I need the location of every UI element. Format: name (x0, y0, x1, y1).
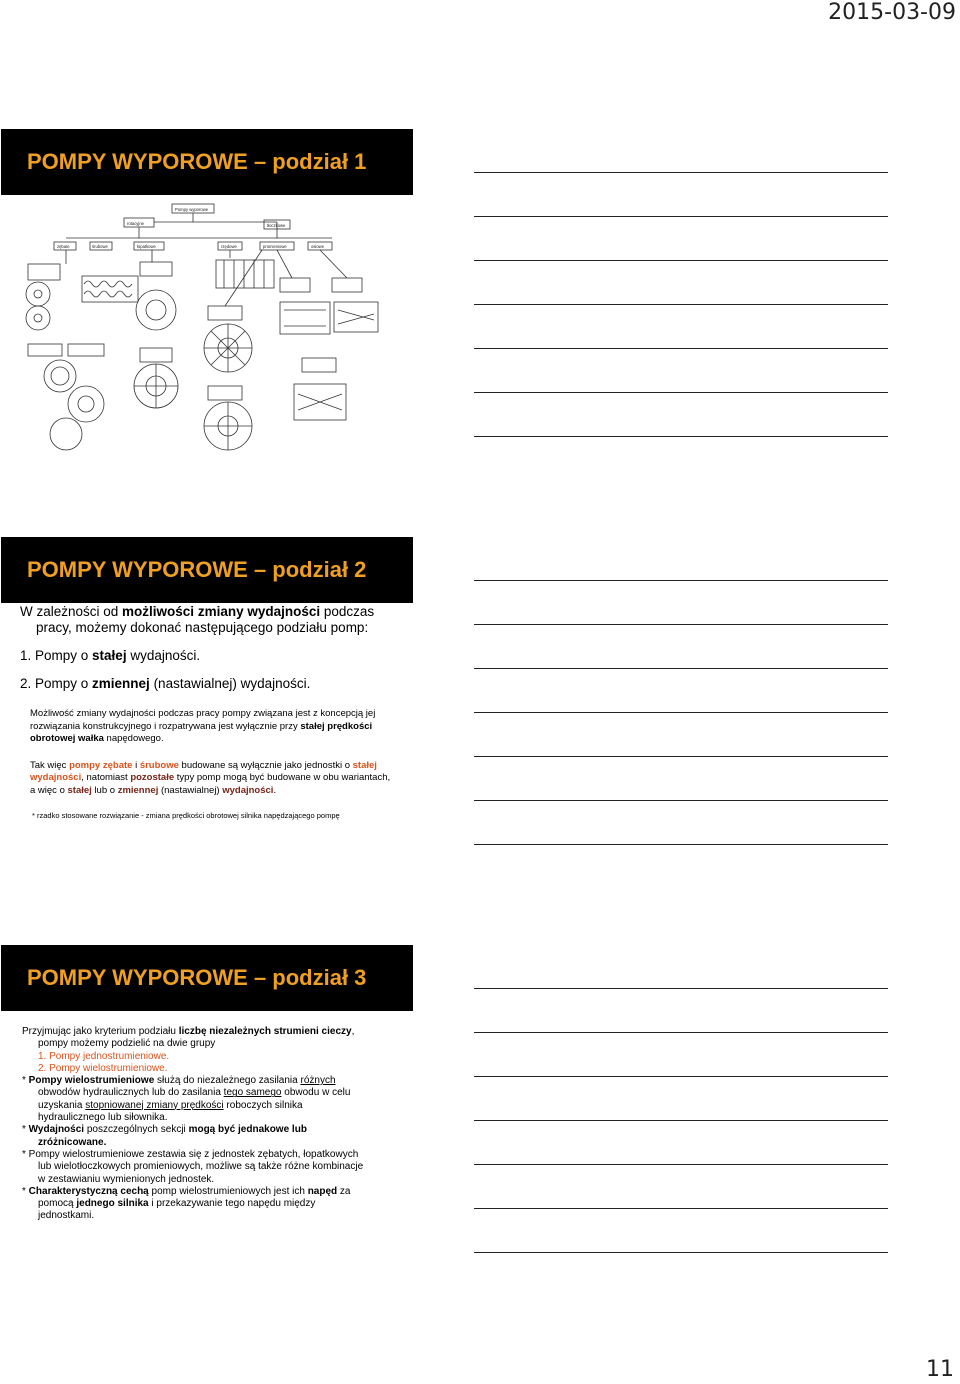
s3-l9b: Wydajności (28, 1124, 85, 1136)
s3-l7c: roboczych silnika (223, 1099, 303, 1111)
s3-line-9 (22, 1124, 382, 1136)
diagram-gear-label: zębate (57, 244, 70, 249)
s3-l14d: napęd (307, 1185, 338, 1197)
para-2-k: lub o (91, 784, 118, 796)
slide-1-header (1, 129, 413, 195)
para-2-e: budowane są wyłącznie jako jednostki o (178, 759, 353, 771)
s3-l1a: Przyjmując jako kryterium podziału (22, 1026, 179, 1037)
s3-l1b: liczbę niezależnych strumieni cieczy (178, 1026, 352, 1037)
slide-3-body (22, 1026, 382, 1223)
s3-l14e: za (337, 1185, 351, 1197)
note-line (474, 844, 888, 845)
s3-line-2: pompy możemy podzielić na dwie grupy (38, 1038, 216, 1050)
note-line (474, 1032, 888, 1033)
note-line (474, 1076, 888, 1077)
s3-l6b: tego samego (223, 1087, 282, 1099)
s3-line-13: w zestawianiu wymienionych jednostek. (38, 1173, 215, 1185)
para-2-f: stałej wydajności (30, 759, 377, 783)
page-number: 11 (926, 1357, 954, 1382)
diagram-vane-label: łopatkowe (137, 244, 156, 249)
s3-line-16: jednostkami. (38, 1210, 95, 1222)
para-1-a: Możliwość zmiany wydajności podczas pracy pompy związana jest z koncepcją jej rozwiązania konstrukcyjnego i rozpatrywana jest wyłącznie przy (30, 708, 376, 732)
slide-1 (1, 129, 413, 195)
slide-3 (1, 945, 413, 1011)
intro-bold: możliwości zmiany wydajności (122, 604, 321, 619)
note-line (474, 668, 888, 669)
s3-line-6 (22, 1087, 382, 1099)
item-1-a: 1. Pompy o (20, 648, 93, 663)
s3-l15c: i przekazywanie tego napędu między (148, 1198, 316, 1210)
s3-l15b: jednego silnika (76, 1198, 149, 1210)
para-2-a: Tak więc (30, 759, 70, 771)
s3-line-5 (22, 1075, 382, 1087)
s3-l14c: pomp wielostrumieniowych jest ich (148, 1185, 308, 1197)
note-line (474, 216, 888, 217)
note-line (474, 172, 888, 173)
item-2-a: 2. Pompy o (20, 676, 93, 691)
note-line (474, 988, 888, 989)
note-line (474, 436, 888, 437)
pump-classification-diagram (22, 198, 392, 460)
note-line (474, 800, 888, 801)
intro-text-1: W zależności od (20, 604, 123, 619)
s3-l6a: obwodów hydraulicznych lub do zasilania (38, 1087, 224, 1099)
s3-line-7 (22, 1100, 382, 1112)
s3-l7b: stopniowanej zmiany prędkości (85, 1099, 224, 1111)
note-line (474, 624, 888, 625)
diagram-piston-label: tłoczkowe (267, 223, 286, 228)
slide-2 (1, 537, 413, 603)
para-2-d: śrubowe (139, 759, 179, 771)
note-line (474, 1120, 888, 1121)
intro-text-2: podczas (320, 604, 375, 619)
s3-l7a: uzyskania (38, 1099, 86, 1111)
s3-l5d: różnych (300, 1075, 336, 1087)
note-line (474, 348, 888, 349)
item-1-c: wydajności. (126, 648, 201, 663)
page-date: 2015-03-09 (828, 0, 956, 25)
para-2-b: pompy zębate (69, 759, 133, 771)
diagram-radial-label: promieniowe (263, 244, 287, 249)
s3-line-10: zróżnicowane. (38, 1136, 107, 1148)
s3-l14b: Charakterystyczną cechą (28, 1185, 149, 1197)
note-line (474, 304, 888, 305)
note-line (474, 580, 888, 581)
s3-l5b: Pompy wielostrumieniowe (28, 1075, 155, 1087)
note-line (474, 1164, 888, 1165)
s3-line-1 (22, 1026, 382, 1038)
s3-l9d: mogą być jednakowe lub (188, 1124, 307, 1136)
slide-3-title: POMPY WYPOROWE – podział 3 (27, 965, 367, 990)
s3-l5c: służą do niezależnego zasilania (154, 1075, 301, 1087)
s3-line-15 (22, 1198, 382, 1210)
para-2-i: typy pomp mogą być budowane w obu wariantach, a więc o (30, 772, 391, 796)
s3-l1c: , (351, 1026, 355, 1037)
para-2-m: (nastawialnej) (158, 784, 223, 796)
slide-2-para-2 (30, 760, 392, 798)
para-2-l: zmiennej (117, 784, 159, 796)
slide-2-para-1 (30, 708, 392, 746)
note-line (474, 712, 888, 713)
diagram-axial-label: osiowe (311, 244, 325, 249)
item-1-b: stałej (92, 648, 127, 663)
para-2-g: , natomiast (81, 772, 131, 783)
s3-l6c: obwodu w celu (281, 1087, 351, 1099)
s3-line-11: * Pompy wielostrumieniowe zestawia się z jednostek zębatych, łopatkowych (22, 1148, 359, 1160)
item-2-b: zmiennej (92, 676, 150, 691)
para-2-c: i (132, 759, 140, 771)
s3-line-14 (22, 1186, 382, 1198)
note-line (474, 260, 888, 261)
slide-2-item-2 (20, 676, 400, 692)
diagram-inline-label: rzędowe (221, 244, 237, 249)
s3-l14a: * (22, 1185, 29, 1197)
intro-line-2: pracy, możemy dokonać następującego podziału pomp: (36, 620, 369, 635)
s3-line-3: 1. Pompy jednostrumieniowe. (38, 1050, 170, 1062)
slide-2-footnote: * rzadko stosowane rozwiązanie - zmiana prędkości obrotowej silnika napędzającego pompę (32, 811, 340, 820)
note-line (474, 392, 888, 393)
diagram-screw-label: śrubowe (92, 244, 108, 249)
note-line (474, 756, 888, 757)
s3-line-12: lub wielotłoczkowych promieniowych, możliwe są także różne kombinacje (38, 1161, 364, 1173)
para-2-j: stałej (67, 784, 92, 796)
para-1-b: stałej prędkości obrotowej wałka (30, 720, 373, 744)
slide-2-body (20, 604, 400, 821)
s3-line-4: 2. Pompy wielostrumieniowe. (38, 1062, 168, 1074)
slide-2-item-1 (20, 648, 400, 664)
para-1-c: napędowego. (103, 733, 164, 744)
para-2-o: . (273, 784, 277, 796)
para-2-n: wydajności (222, 784, 274, 796)
item-2-c: (nastawialnej) wydajności. (149, 676, 311, 691)
slide-2-header (1, 537, 413, 603)
note-line (474, 1208, 888, 1209)
slide-2-title: POMPY WYPOROWE – podział 2 (27, 557, 367, 582)
note-line (474, 1252, 888, 1253)
slide-3-header (1, 945, 413, 1011)
s3-l5a: * (22, 1075, 29, 1087)
diagram-root-label: Pompy wyporowe (175, 207, 209, 212)
s3-line-8: hydraulicznego lub siłownika. (38, 1112, 168, 1124)
slide-1-title: POMPY WYPOROWE – podział 1 (27, 149, 367, 174)
diagram-rotary-label: rotacyjne (127, 221, 144, 226)
para-2-h: pozostałe (130, 772, 175, 783)
s3-l9a: * (22, 1124, 29, 1136)
slide-2-intro (20, 604, 400, 636)
s3-l9c: poszczególnych sekcji (84, 1124, 189, 1136)
s3-l15a: pomocą (38, 1198, 77, 1210)
